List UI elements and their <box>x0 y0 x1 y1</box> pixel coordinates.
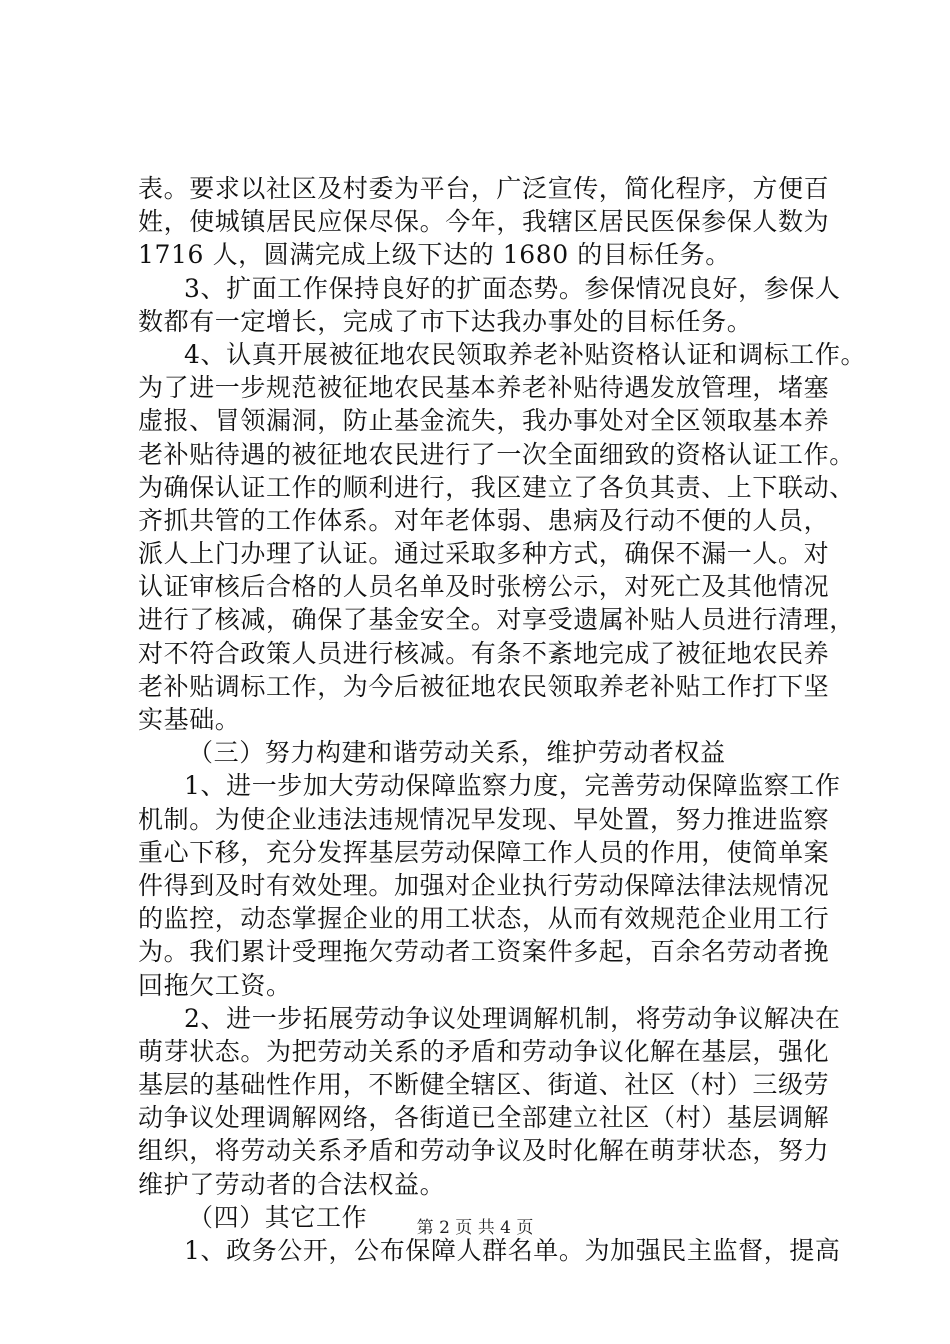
text-line: 为。我们累计受理拖欠劳动者工资案件多起，百余名劳动者挽 <box>138 937 830 967</box>
page-footer: 第 2 页 共 4 页 <box>416 1218 534 1238</box>
text-line: 实基础。 <box>138 705 241 734</box>
text-line: 的监控，动态掌握企业的用工状态，从而有效规范企业用工行 <box>138 904 830 934</box>
text-line: 为确保认证工作的顺利进行，我区建立了各负其责、上下联动、 <box>138 472 855 502</box>
text-line: 对不符合政策人员进行核减。有条不紊地完成了被征地农民养 <box>138 638 830 668</box>
section-heading: （四）其它工作 <box>188 1202 368 1232</box>
text-line: 组织，将劳动关系矛盾和劳动争议及时化解在萌芽状态，努力 <box>138 1136 830 1166</box>
text-line: 进行了核减，确保了基金安全。对享受遗属补贴人员进行清理， <box>138 605 855 635</box>
text-line: 1716 人，圆满完成上级下达的 1680 的目标任务。 <box>138 240 731 270</box>
text-line: 件得到及时有效处理。加强对企业执行劳动保障法律法规情况 <box>138 870 830 900</box>
text-line: 姓，使城镇居民应保尽保。今年，我辖区居民医保参保人数为 <box>138 207 830 237</box>
text-line: 表。要求以社区及村委为平台，广泛宣传，简化程序，方便百 <box>138 174 830 203</box>
text-line: 维护了劳动者的合法权益。 <box>138 1169 446 1199</box>
paragraph-start-line: 2、进一步拓展劳动争议处理调解机制，将劳动争议解决在 <box>184 1003 841 1033</box>
text-line: 认证审核后合格的人员名单及时张榜公示，对死亡及其他情况 <box>138 572 830 602</box>
text-line: 萌芽状态。为把劳动关系的矛盾和劳动争议化解在基层，强化 <box>138 1036 830 1066</box>
text-line: 基层的基础性作用，不断健全辖区、街道、社区（村）三级劳 <box>138 1070 830 1100</box>
paragraph-start-line: 1、政务公开，公布保障人群名单。为加强民主监督，提高 <box>184 1236 841 1265</box>
text-line: 重心下移，充分发挥基层劳动保障工作人员的作用，使简单案 <box>138 837 830 867</box>
text-line: 派人上门办理了认证。通过采取多种方式，确保不漏一人。对 <box>138 539 830 569</box>
text-line: 为了进一步规范被征地农民基本养老补贴待遇发放管理，堵塞 <box>138 373 830 403</box>
text-line: 机制。为使企业违法违规情况早发现、早处置，努力推进监察 <box>138 804 830 834</box>
document-body <box>138 172 867 1267</box>
paragraph-start-line: 4、认真开展被征地农民领取养老补贴资格认证和调标工作。 <box>184 339 867 369</box>
paragraph-start-line: 3、扩面工作保持良好的扩面态势。参保情况良好，参保人 <box>184 273 841 303</box>
text-line: 虚报、冒领漏洞，防止基金流失，我办事处对全区领取基本养 <box>138 406 830 436</box>
text-line: 老补贴调标工作，为今后被征地农民领取养老补贴工作打下坚 <box>138 671 830 701</box>
paragraph-start-line: 1、进一步加大劳动保障监察力度，完善劳动保障监察工作 <box>184 771 841 801</box>
text-line: 数都有一定增长，完成了市下达我办事处的目标任务。 <box>138 306 753 336</box>
text-line: 动争议处理调解网络，各街道已全部建立社区（村）基层调解 <box>138 1103 830 1133</box>
text-line: 齐抓共管的工作体系。对年老体弱、患病及行动不便的人员， <box>138 505 830 535</box>
text-line: 回拖欠工资。 <box>138 970 292 1000</box>
text-line: 老补贴待遇的被征地农民进行了一次全面细致的资格认证工作。 <box>138 439 855 469</box>
section-heading: （三）努力构建和谐劳动关系，维护劳动者权益 <box>188 738 726 768</box>
